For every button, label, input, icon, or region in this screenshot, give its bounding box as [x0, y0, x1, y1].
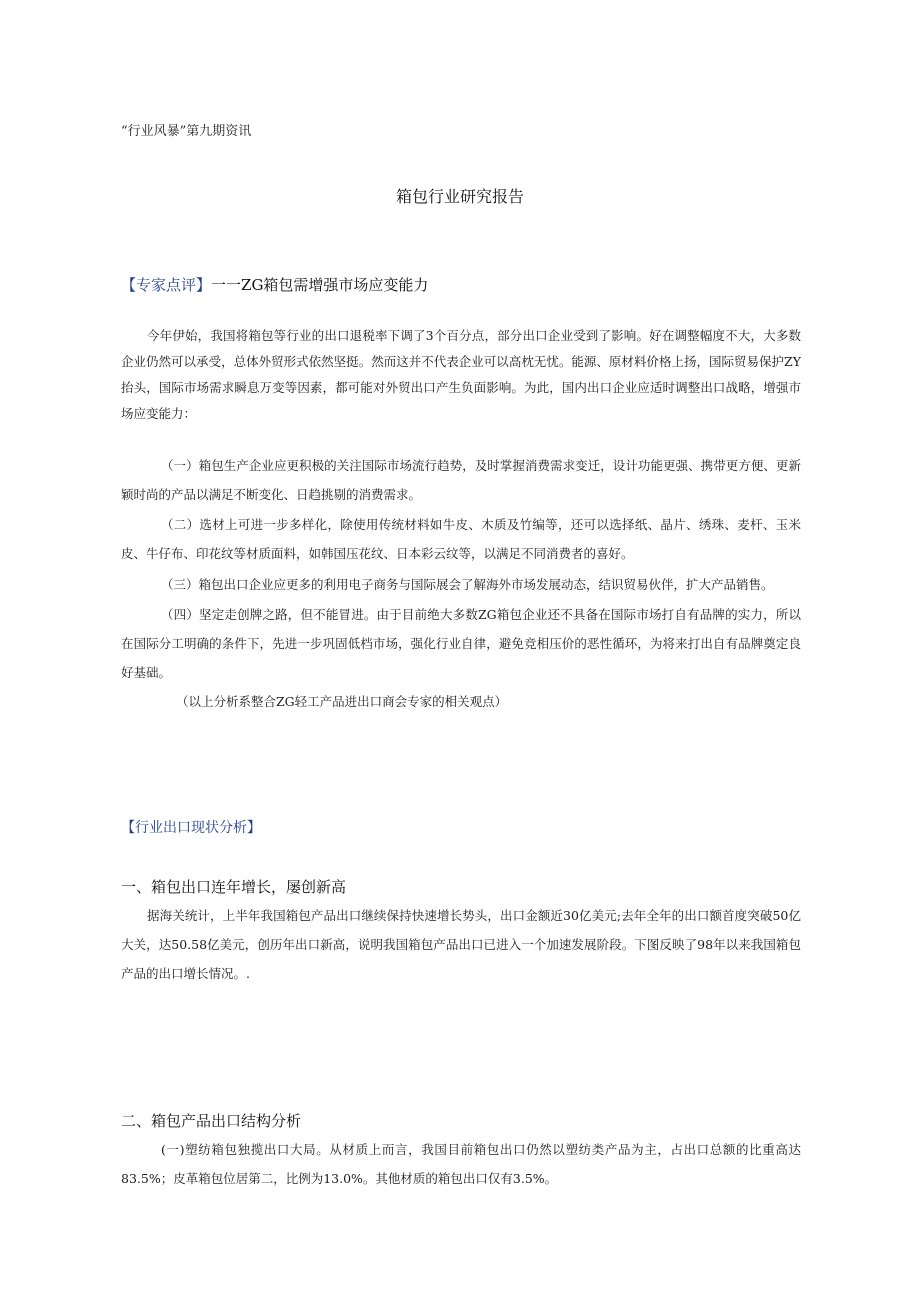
expert-item-1: （一）箱包生产企业应更积极的关注国际市场流行趋势，及时掌握消费需求变迁，设计功能更强、携带更方便、更新颖时尚的产品以满足不断变化、日趋挑剔的消费需求。 [121, 458, 801, 502]
issue-label: “行业风暴”第九期资讯 [121, 124, 252, 139]
expert-source-note: （以上分析系整合ZG轻工产品进出口商会专家的相关观点） [176, 694, 508, 709]
expert-bracket-label: 【专家点评】 [121, 276, 212, 294]
expert-heading-text: 一一ZG箱包需增强市场应变能力 [211, 276, 429, 294]
export-sub2-body: (一)塑纺箱包独揽出口大局。从材质上而言，我国目前箱包出口仍然以塑纺类产品为主，占出口总额的比重高达83.5%；皮革箱包位居第二，比例为13.0%。其他材质的箱包出口仅有3.5%。 [121, 1142, 801, 1186]
expert-item-3: （三）箱包出口企业应更多的利用电子商务与国际展会了解海外市场发展动态，结识贸易伙伴，扩大产品销售。 [161, 577, 774, 592]
export-section-heading: 【行业出口现状分析】 [121, 820, 261, 836]
expert-item-4: （四）坚定走创牌之路，但不能冒进。由于目前绝大多数ZG箱包企业还不具备在国际市场打自有品牌的实力，所以在国际分工明确的条件下，先进一步巩固低档市场，强化行业自律，避免竞相压价的恶性循环，为将来打出自有品牌奠定良好基础。 [121, 607, 801, 680]
expert-intro-paragraph: 今年伊始，我国将箱包等行业的出口退税率下调了3个百分点，部分出口企业受到了影响。好在调整幅度不大，大多数企业仍然可以承受，总体外贸形式依然坚挺。然而这并不代表企业可以高枕无忧。能源、原材料价格上扬，国际贸易保护ZY抬头，国际市场需求瞬息万变等因素，都可能对外贸出口产生负面影响。为此，国内出口企业应适时调整出口战略，增强市场应变能力： [121, 328, 801, 421]
export-sub2-heading: 二、箱包产品出口结构分析 [121, 1112, 302, 1130]
expert-section-heading [121, 274, 428, 295]
report-title: 箱包行业研究报告 [395, 187, 524, 206]
export-sub1-body: 据海关统计，上半年我国箱包产品出口继续保持快速增长势头，出口金额近30亿美元;去年全年的出口额首度突破50亿大关，达50.58亿美元，创历年出口新高，说明我国箱包产品出口已进入一个加速发展阶段。下图反映了98年以来我国箱包产品的出口增长情况。. [121, 908, 801, 981]
expert-item-2: （二）选材上可进一步多样化，除使用传统材料如牛皮、木质及竹编等，还可以选择纸、晶片、绣珠、麦杆、玉米皮、牛仔布、印花纹等材质面料，如韩国压花纹、日本彩云纹等，以满足不同消费者的喜好。 [121, 517, 801, 561]
export-sub1-heading: 一、箱包出口连年增长，屡创新高 [121, 878, 347, 896]
